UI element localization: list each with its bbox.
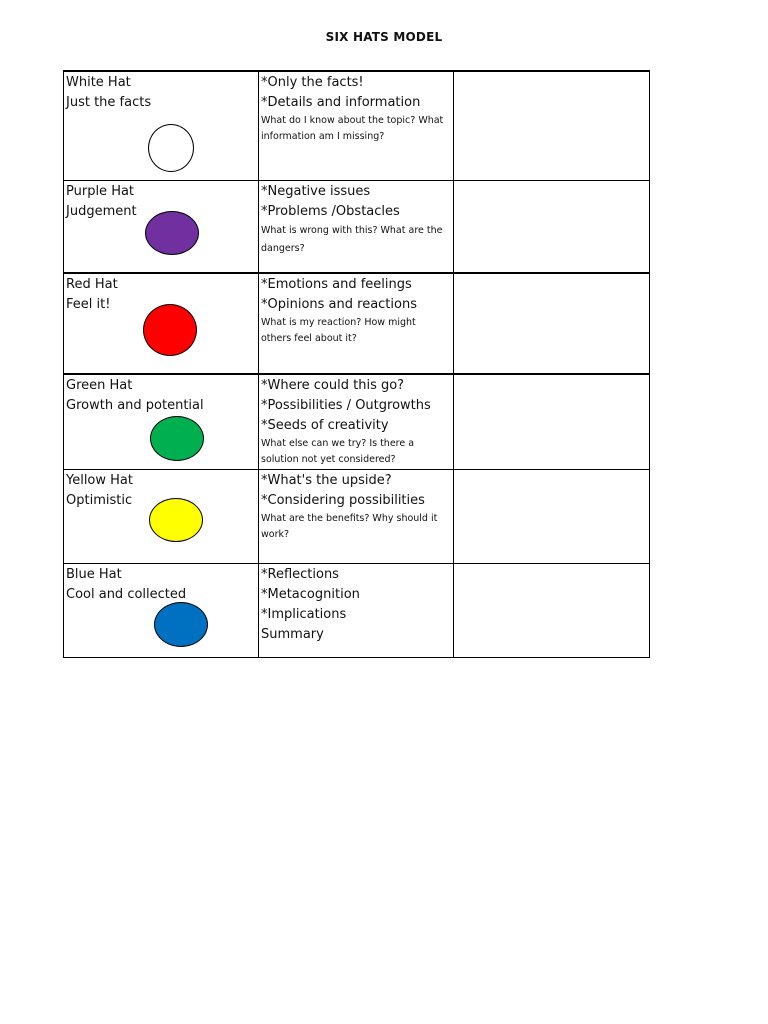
- point-item: *Considering possibilities: [261, 492, 425, 508]
- notes-cell[interactable]: [454, 180, 650, 273]
- point-item: *Where could this go?: [261, 378, 405, 393]
- notes-cell[interactable]: [454, 374, 650, 469]
- point-item: *Opinions and reactions: [261, 297, 417, 312]
- description-cell: [259, 563, 454, 657]
- green-hat-icon: [150, 416, 204, 461]
- hat-subtitle: Cool and collected: [66, 586, 187, 602]
- page-title: SIX HATS MODEL: [325, 30, 443, 44]
- point-item: *What's the upside?: [261, 472, 392, 488]
- table-row-blue-hat: [64, 563, 650, 657]
- point-item: *Implications: [261, 606, 347, 622]
- table-row-yellow-hat: [64, 469, 650, 563]
- hat-cell: [64, 469, 259, 563]
- point-item: *Seeds of creativity: [261, 418, 389, 433]
- guiding-question: What is my reaction? How might others feel about it?: [261, 317, 416, 344]
- hat-name: Red Hat: [66, 277, 118, 292]
- point-item: *Metacognition: [261, 586, 360, 602]
- point-item: *Negative issues: [261, 183, 371, 199]
- point-item: *Only the facts!: [261, 75, 364, 90]
- hat-subtitle: Growth and potential: [66, 398, 204, 413]
- guiding-question: What are the benefits? Why should it work?: [261, 512, 438, 540]
- hat-name: Blue Hat: [66, 566, 122, 582]
- point-item: *Problems /Obstacles: [261, 203, 400, 219]
- yellow-hat-icon: [149, 498, 203, 542]
- hat-cell: [64, 563, 259, 657]
- table-row-green-hat: [64, 374, 650, 469]
- hat-name: Purple Hat: [66, 183, 135, 199]
- point-item: Summary: [261, 626, 324, 642]
- hat-subtitle: Optimistic: [66, 492, 133, 508]
- hat-subtitle: Feel it!: [66, 297, 111, 312]
- hat-name: Green Hat: [66, 378, 133, 393]
- guiding-question: What do I know about the topic? What information am I missing?: [261, 115, 444, 142]
- hat-cell: [64, 180, 259, 273]
- blue-hat-icon: [154, 602, 208, 647]
- purple-hat-icon: [145, 211, 199, 255]
- table-row-purple-hat: [64, 180, 650, 273]
- description-cell: [259, 469, 454, 563]
- description-cell: [259, 71, 454, 180]
- white-hat-icon: [148, 124, 194, 172]
- hat-name: Yellow Hat: [66, 472, 133, 488]
- guiding-question: What is wrong with this? What are the dangers?: [261, 224, 443, 254]
- point-item: *Emotions and feelings: [261, 277, 412, 292]
- hat-subtitle: Judgement: [66, 203, 137, 219]
- six-hats-table: [63, 70, 650, 658]
- hat-name: White Hat: [66, 75, 131, 90]
- red-hat-icon: [143, 304, 197, 356]
- description-cell: [259, 273, 454, 374]
- hat-cell: [64, 273, 259, 374]
- notes-cell[interactable]: [454, 469, 650, 563]
- point-item: *Details and information: [261, 95, 421, 110]
- point-item: *Possibilities / Outgrowths: [261, 398, 431, 413]
- description-cell: [259, 374, 454, 469]
- hat-cell: [64, 374, 259, 469]
- notes-cell[interactable]: [454, 563, 650, 657]
- table-row-red-hat: [64, 273, 650, 374]
- description-cell: [259, 180, 454, 273]
- point-item: *Reflections: [261, 566, 339, 582]
- notes-cell[interactable]: [454, 273, 650, 374]
- hat-subtitle: Just the facts: [66, 95, 152, 110]
- table-row-white-hat: [64, 71, 650, 180]
- hat-cell: [64, 71, 259, 180]
- guiding-question: What else can we try? Is there a solution not yet considered?: [261, 438, 415, 465]
- notes-cell[interactable]: [454, 71, 650, 180]
